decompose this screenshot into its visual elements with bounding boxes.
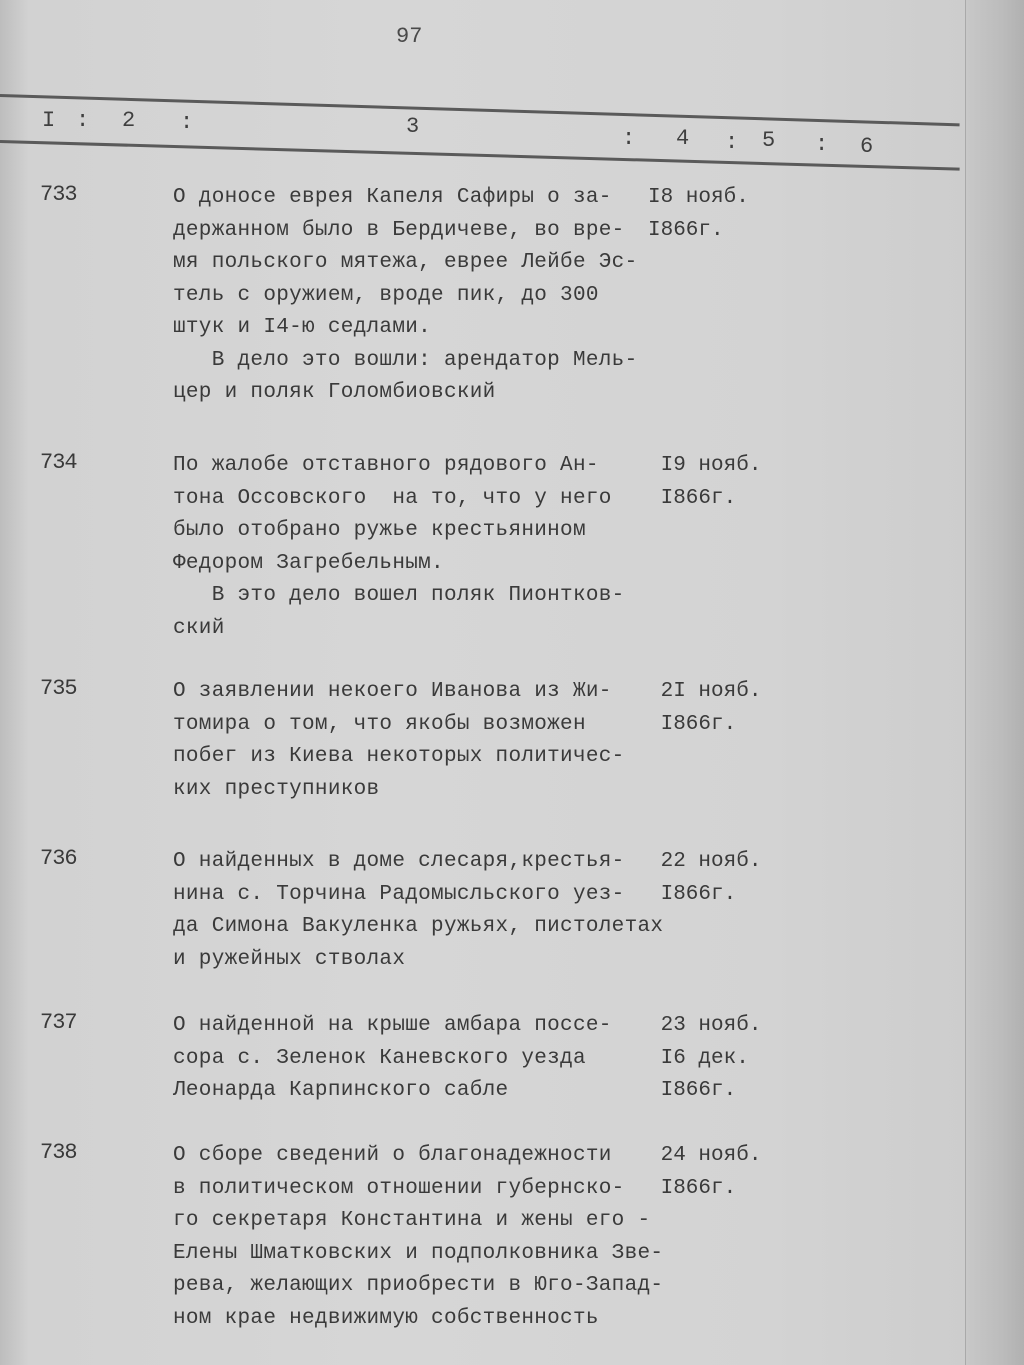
date-line: I6 дек.	[648, 1046, 749, 1070]
description-line: рева, желающих приобрести в Юго-Запад-	[173, 1274, 664, 1297]
date-line: I866г.	[648, 1079, 737, 1102]
entry-date	[648, 1140, 761, 1205]
entry-date	[648, 846, 761, 911]
page-number: 97	[396, 24, 423, 49]
description-line: Елены Шматковских и подполковника Зве-	[173, 1241, 664, 1265]
description-line: нина с. Торчина Радомысльского уез-	[173, 882, 625, 906]
date-line: 2I нояб.	[648, 680, 762, 703]
column-separator: :	[622, 126, 636, 151]
column-header-number: 2	[122, 108, 136, 133]
entry-number: 737	[40, 1010, 77, 1035]
date-line: 23 нояб.	[648, 1014, 762, 1037]
column-separator: :	[815, 132, 829, 157]
description-line: В дело это вошли: арендатор Мель-	[173, 348, 638, 372]
description-line: да Симона Вакуленка ружьях, пистолетах	[173, 915, 664, 938]
date-line: I866г.	[648, 218, 724, 242]
description-line: ких преступников	[173, 777, 380, 801]
description-line: Федором Загребельным.	[173, 551, 444, 575]
column-header-number: 6	[860, 134, 874, 159]
entry-number: 733	[40, 182, 77, 207]
description-line: О доносе еврея Капеля Сафиры о за-	[173, 186, 612, 209]
date-line: I866г.	[648, 882, 737, 906]
entry-date	[648, 1010, 761, 1108]
date-line: I9 нояб.	[648, 454, 762, 477]
description-line: О найденных в доме слесаря,крестья-	[173, 850, 625, 873]
column-header-number: I	[42, 108, 56, 133]
page-edge	[965, 0, 1024, 1365]
description-line: В это дело вошел поляк Пионтков-	[173, 584, 625, 607]
date-line: I866г.	[648, 486, 737, 510]
entry-date	[648, 450, 761, 515]
entry-number: 735	[40, 676, 77, 701]
entry-description	[173, 676, 653, 806]
header-rule-top	[0, 94, 960, 126]
description-line: тель с оружием, вроде пик, до 300	[173, 283, 599, 307]
description-line: побег из Киева некоторых политичес-	[173, 745, 625, 768]
entry-description	[173, 1140, 664, 1335]
description-line: штук и I4-ю седлами.	[173, 316, 432, 339]
description-line: цер и поляк Голомбиовский	[173, 381, 496, 404]
description-line: мя польского мятежа, еврее Лейбе Эс-	[173, 251, 638, 274]
entry-description	[173, 846, 664, 976]
description-line: ном крае недвижимую собственность	[173, 1306, 599, 1330]
entry-description	[173, 182, 653, 410]
entry-number: 734	[40, 450, 77, 475]
date-line: I8 нояб.	[648, 186, 749, 209]
description-line: го секретаря Константина и жены его -	[173, 1209, 651, 1232]
entry-date	[648, 676, 761, 741]
description-line: сора с. Зеленок Каневского уезда	[173, 1046, 586, 1070]
entry-date	[648, 182, 749, 247]
description-line: тона Оссовского на то, что у него	[173, 486, 612, 510]
column-header-number: 3	[406, 114, 420, 139]
column-header-number: 5	[762, 128, 776, 153]
date-line: I866г.	[648, 1176, 737, 1200]
description-line: О найденной на крыше амбара поссе-	[173, 1014, 612, 1037]
column-separator: :	[725, 130, 739, 155]
date-line: I866г.	[648, 712, 737, 736]
description-line: По жалобе отставного рядового Ан-	[173, 454, 599, 477]
entry-number: 738	[40, 1140, 77, 1165]
description-line: было отобрано ружье крестьянином	[173, 519, 586, 542]
description-line: О сборе сведений о благонадежности	[173, 1144, 612, 1167]
description-line: О заявлении некоего Иванова из Жи-	[173, 680, 612, 703]
column-separator: :	[180, 110, 194, 135]
entry-description	[173, 1010, 653, 1108]
entry-number: 736	[40, 846, 77, 871]
description-line: ский	[173, 616, 225, 640]
date-line: 22 нояб.	[648, 850, 762, 873]
date-line: 24 нояб.	[648, 1144, 762, 1167]
column-header-number: 4	[676, 126, 690, 151]
description-line: томира о том, что якобы возможен	[173, 712, 586, 736]
description-line: Леонарда Карпинского сабле	[173, 1079, 509, 1102]
description-line: держанном было в Бердичеве, во вре-	[173, 218, 625, 242]
column-separator: :	[76, 108, 90, 133]
entry-description	[173, 450, 653, 645]
description-line: и ружейных стволах	[173, 947, 406, 971]
description-line: в политическом отношении губернско-	[173, 1176, 625, 1200]
